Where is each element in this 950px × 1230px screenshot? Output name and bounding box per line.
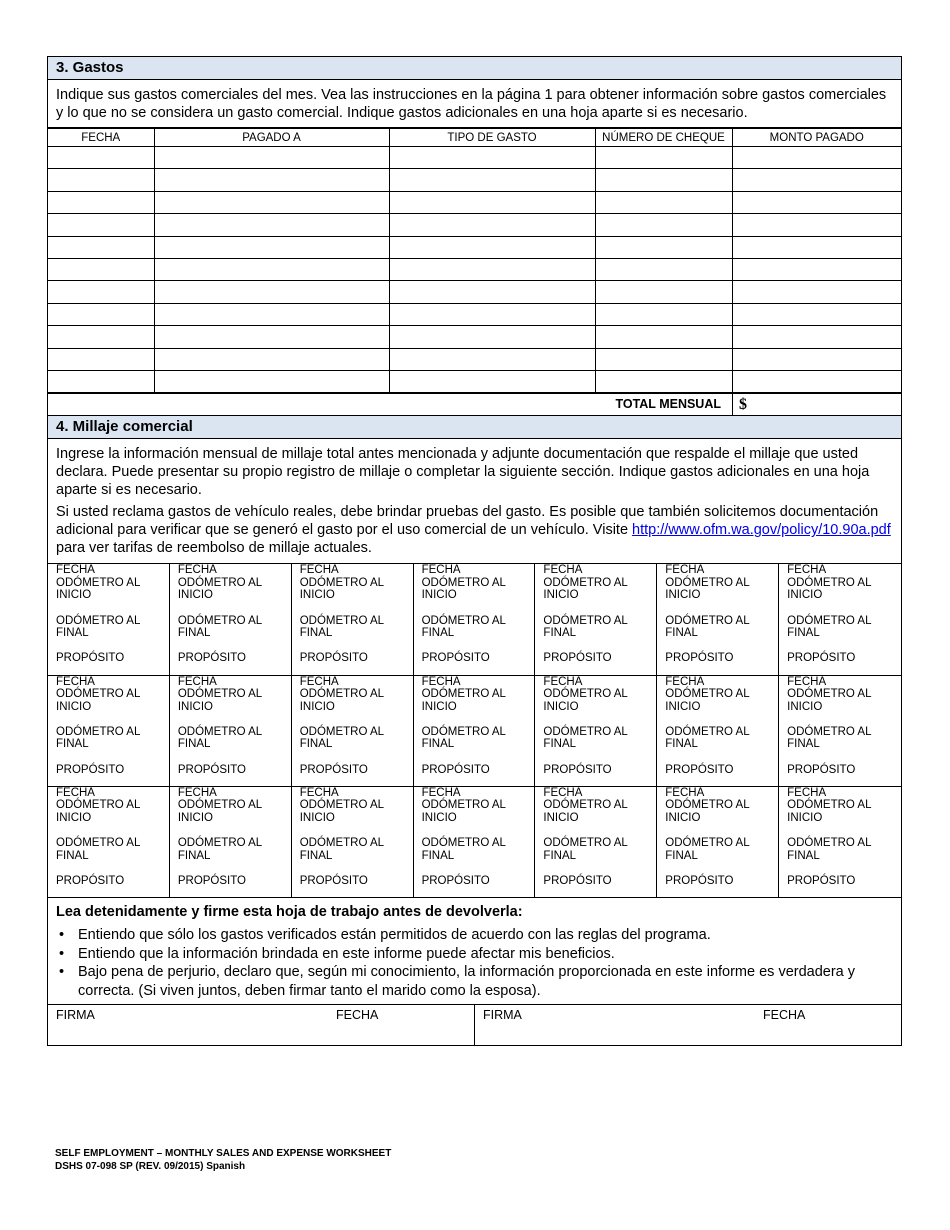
mileage-date-label: FECHA xyxy=(177,675,217,688)
section-3-title: 3. Gastos xyxy=(48,57,901,80)
expense-cell[interactable] xyxy=(389,236,595,258)
expense-cell[interactable] xyxy=(732,303,901,325)
odometer-end-label: FINAL xyxy=(56,738,89,751)
mileage-date-label: FECHA xyxy=(56,786,95,799)
odometer-end-label: FINAL xyxy=(543,627,577,640)
expense-cell[interactable] xyxy=(732,214,901,236)
odometer-start-label: INICIO xyxy=(421,589,457,602)
odometer-start-label: ODÓMETRO AL xyxy=(177,799,263,812)
purpose-label: PROPÓSITO xyxy=(177,652,247,665)
odometer-start-label: ODÓMETRO AL xyxy=(177,688,263,701)
odometer-start-label: ODÓMETRO AL xyxy=(543,799,628,812)
expenses-header-row xyxy=(48,129,901,147)
odometer-start-label: INICIO xyxy=(299,812,335,825)
section-4-paragraph-2: Si usted reclama gastos de vehículo reales, debe brindar pruebas del gasto. Es posible que también solicitemos documentación adicional para verificar que se generó el gasto por el uso comercial de un vehículo. Visite http://www.ofm.wa.gov/policy/10.90a.pdf para ver tarifas de reembolso de millaje actuales. xyxy=(56,504,891,557)
expense-cell[interactable] xyxy=(48,281,154,303)
odometer-start-label: ODÓMETRO AL xyxy=(787,576,872,589)
footer-form-number: DSHS 07-098 SP (REV. 09/2015) Spanish xyxy=(55,1161,246,1172)
expense-cell[interactable] xyxy=(154,214,389,236)
expense-cell[interactable] xyxy=(154,191,389,213)
mileage-date-label: FECHA xyxy=(421,675,461,688)
expense-row xyxy=(48,147,901,169)
mileage-entry-cell[interactable] xyxy=(48,787,170,898)
odometer-start-label: INICIO xyxy=(421,700,457,713)
purpose-label: PROPÓSITO xyxy=(665,874,734,887)
expenses-column-header: NÚMERO DE CHEQUE xyxy=(595,129,732,147)
expense-row xyxy=(48,303,901,325)
expense-cell[interactable] xyxy=(48,214,154,236)
mileage-date-label: FECHA xyxy=(665,675,705,688)
odometer-end-label: ODÓMETRO AL xyxy=(787,725,872,738)
expenses-column-header: FECHA xyxy=(48,129,154,147)
expenses-column-header: MONTO PAGADO xyxy=(732,129,901,147)
expenses-column-header: TIPO DE GASTO xyxy=(389,129,595,147)
odometer-end-label: ODÓMETRO AL xyxy=(299,614,385,627)
odometer-end-label: FINAL xyxy=(665,849,698,862)
odometer-start-label: INICIO xyxy=(665,700,701,713)
mileage-entry-cell[interactable] xyxy=(48,564,170,675)
odometer-end-label: ODÓMETRO AL xyxy=(665,837,750,850)
expense-cell[interactable] xyxy=(595,303,732,325)
odometer-start-label: ODÓMETRO AL xyxy=(421,576,506,589)
form-footer xyxy=(55,1147,391,1173)
mileage-date-label: FECHA xyxy=(787,564,827,577)
mileage-entry-cell[interactable] xyxy=(535,787,657,898)
expense-row xyxy=(48,370,901,392)
odometer-start-label: INICIO xyxy=(787,812,823,825)
odometer-start-label: ODÓMETRO AL xyxy=(421,799,506,812)
odometer-end-label: FINAL xyxy=(177,738,211,751)
expense-cell[interactable] xyxy=(154,236,389,258)
mileage-date-label: FECHA xyxy=(543,564,583,577)
odometer-end-label: FINAL xyxy=(421,627,455,640)
odometer-start-label: INICIO xyxy=(299,700,335,713)
mileage-date-label: FECHA xyxy=(787,675,827,688)
signature-field-1[interactable] xyxy=(48,1005,474,1045)
odometer-end-label: FINAL xyxy=(543,849,577,862)
odometer-start-label: ODÓMETRO AL xyxy=(787,688,872,701)
purpose-label: PROPÓSITO xyxy=(543,763,612,776)
expense-cell[interactable] xyxy=(732,281,901,303)
expense-cell[interactable] xyxy=(154,348,389,370)
odometer-start-label: ODÓMETRO AL xyxy=(665,576,750,589)
purpose-label: PROPÓSITO xyxy=(299,652,368,665)
odometer-start-label: INICIO xyxy=(665,589,701,602)
odometer-end-label: ODÓMETRO AL xyxy=(787,614,872,627)
expense-cell[interactable] xyxy=(595,169,732,191)
odometer-start-label: ODÓMETRO AL xyxy=(177,576,263,589)
expense-cell[interactable] xyxy=(732,258,901,280)
expense-cell[interactable] xyxy=(595,214,732,236)
expense-cell[interactable] xyxy=(595,370,732,392)
certification xyxy=(48,898,901,1004)
expense-cell[interactable] xyxy=(595,281,732,303)
expense-cell[interactable] xyxy=(389,191,595,213)
expense-cell[interactable] xyxy=(732,236,901,258)
dollar-sign: $ xyxy=(739,396,747,414)
odometer-end-label: ODÓMETRO AL xyxy=(177,614,263,627)
odometer-start-label: INICIO xyxy=(177,812,213,825)
mileage-date-label: FECHA xyxy=(543,675,583,688)
expense-cell[interactable] xyxy=(389,348,595,370)
odometer-end-label: ODÓMETRO AL xyxy=(665,725,750,738)
total-amount-field[interactable] xyxy=(732,394,902,415)
expense-cell[interactable] xyxy=(154,326,389,348)
signature-field-2[interactable] xyxy=(474,1005,901,1045)
expense-row xyxy=(48,258,901,280)
expense-cell[interactable] xyxy=(595,191,732,213)
odometer-start-label: ODÓMETRO AL xyxy=(665,688,750,701)
expense-cell[interactable] xyxy=(595,326,732,348)
odometer-end-label: FINAL xyxy=(56,627,89,640)
signature-label: FIRMA xyxy=(56,1008,95,1023)
mileage-date-label: FECHA xyxy=(56,675,95,688)
odometer-end-label: ODÓMETRO AL xyxy=(665,614,750,627)
odometer-end-label: FINAL xyxy=(177,849,211,862)
odometer-end-label: ODÓMETRO AL xyxy=(543,725,628,738)
odometer-end-label: FINAL xyxy=(56,849,89,862)
odometer-start-label: ODÓMETRO AL xyxy=(543,688,628,701)
mileage-entry-cell[interactable] xyxy=(779,787,901,898)
odometer-start-label: INICIO xyxy=(177,589,213,602)
expense-cell[interactable] xyxy=(154,258,389,280)
expense-cell[interactable] xyxy=(732,191,901,213)
odometer-start-label: INICIO xyxy=(299,589,335,602)
purpose-label: PROPÓSITO xyxy=(299,763,368,776)
odometer-start-label: INICIO xyxy=(787,589,823,602)
expense-cell[interactable] xyxy=(389,169,595,191)
expense-cell[interactable] xyxy=(389,147,595,169)
mileage-date-label: FECHA xyxy=(56,564,95,577)
expense-cell[interactable] xyxy=(595,348,732,370)
mileage-date-label: FECHA xyxy=(665,786,705,799)
expense-row xyxy=(48,169,901,191)
mileage-date-label: FECHA xyxy=(421,564,461,577)
mileage-date-label: FECHA xyxy=(543,786,583,799)
expense-cell[interactable] xyxy=(154,303,389,325)
expense-row xyxy=(48,236,901,258)
mileage-entry-cell[interactable] xyxy=(292,676,414,787)
expense-cell[interactable] xyxy=(48,326,154,348)
purpose-label: PROPÓSITO xyxy=(299,874,368,887)
odometer-end-label: FINAL xyxy=(665,738,698,751)
odometer-end-label: ODÓMETRO AL xyxy=(56,725,141,738)
odometer-start-label: INICIO xyxy=(543,589,579,602)
odometer-end-label: FINAL xyxy=(787,627,820,640)
odometer-end-label: ODÓMETRO AL xyxy=(177,725,263,738)
section-4-title: 4. Millaje comercial xyxy=(48,416,901,439)
odometer-end-label: ODÓMETRO AL xyxy=(543,614,628,627)
odometer-start-label: INICIO xyxy=(543,700,579,713)
odometer-start-label: INICIO xyxy=(56,589,92,602)
expense-cell[interactable] xyxy=(389,281,595,303)
odometer-end-label: ODÓMETRO AL xyxy=(299,725,385,738)
odometer-start-label: ODÓMETRO AL xyxy=(56,799,141,812)
expense-row xyxy=(48,326,901,348)
mileage-entry-cell[interactable] xyxy=(48,676,170,787)
expense-cell[interactable] xyxy=(732,169,901,191)
odometer-end-label: ODÓMETRO AL xyxy=(421,725,506,738)
odometer-end-label: ODÓMETRO AL xyxy=(56,837,141,850)
odometer-start-label: ODÓMETRO AL xyxy=(787,799,872,812)
odometer-start-label: INICIO xyxy=(56,812,92,825)
odometer-end-label: ODÓMETRO AL xyxy=(299,837,385,850)
mileage-grid xyxy=(48,563,901,898)
mileage-entry-cell[interactable] xyxy=(535,676,657,787)
expense-row xyxy=(48,348,901,370)
odometer-end-label: FINAL xyxy=(543,738,577,751)
mileage-entry-cell[interactable] xyxy=(779,564,901,675)
purpose-label: PROPÓSITO xyxy=(56,763,125,776)
odometer-start-label: INICIO xyxy=(421,812,457,825)
odometer-end-label: ODÓMETRO AL xyxy=(543,837,628,850)
purpose-label: PROPÓSITO xyxy=(543,874,612,887)
date-label: FECHA xyxy=(763,1008,806,1023)
purpose-label: PROPÓSITO xyxy=(665,763,734,776)
footer-title: SELF EMPLOYMENT – MONTHLY SALES AND EXPENSE WORKSHEET xyxy=(55,1148,392,1159)
expense-cell[interactable] xyxy=(732,326,901,348)
odometer-start-label: ODÓMETRO AL xyxy=(56,576,141,589)
expense-cell[interactable] xyxy=(48,236,154,258)
purpose-label: PROPÓSITO xyxy=(177,763,247,776)
expense-cell[interactable] xyxy=(48,303,154,325)
mileage-entry-cell[interactable] xyxy=(170,676,292,787)
purpose-label: PROPÓSITO xyxy=(421,874,490,887)
section-3-instructions: Indique sus gastos comerciales del mes. Vea las instrucciones en la página 1 para obtener información sobre gastos comerciales y lo que no se considera un gasto comercial. Indique gastos adicionales en una hoja aparte si es necesario. xyxy=(48,80,901,128)
odometer-end-label: FINAL xyxy=(787,738,820,751)
odometer-end-label: FINAL xyxy=(299,849,333,862)
expenses-column-header: PAGADO A xyxy=(154,129,389,147)
certification-bullet: • Entiendo que sólo los gastos verificados están permitidos de acuerdo con las reglas del programa. xyxy=(56,926,893,945)
signature-row xyxy=(48,1004,901,1045)
expense-cell[interactable] xyxy=(48,147,154,169)
mileage-entry-cell[interactable] xyxy=(657,676,779,787)
odometer-end-label: ODÓMETRO AL xyxy=(421,614,506,627)
purpose-label: PROPÓSITO xyxy=(787,652,856,665)
odometer-start-label: ODÓMETRO AL xyxy=(299,688,385,701)
mileage-date-label: FECHA xyxy=(787,786,827,799)
mileage-entry-cell[interactable] xyxy=(535,564,657,675)
odometer-end-label: ODÓMETRO AL xyxy=(177,837,263,850)
expense-cell[interactable] xyxy=(154,281,389,303)
mileage-entry-cell[interactable] xyxy=(657,564,779,675)
mileage-entry-cell[interactable] xyxy=(414,787,536,898)
expense-row xyxy=(48,214,901,236)
expense-row xyxy=(48,191,901,213)
expense-cell[interactable] xyxy=(732,370,901,392)
odometer-start-label: ODÓMETRO AL xyxy=(543,576,628,589)
odometer-start-label: ODÓMETRO AL xyxy=(56,688,141,701)
odometer-start-label: ODÓMETRO AL xyxy=(421,688,506,701)
expense-cell[interactable] xyxy=(389,303,595,325)
odometer-start-label: ODÓMETRO AL xyxy=(665,799,750,812)
expense-cell[interactable] xyxy=(48,370,154,392)
mileage-entry-cell[interactable] xyxy=(414,676,536,787)
expense-row xyxy=(48,281,901,303)
expense-cell[interactable] xyxy=(389,326,595,348)
odometer-end-label: FINAL xyxy=(299,738,333,751)
mileage-date-label: FECHA xyxy=(665,564,705,577)
purpose-label: PROPÓSITO xyxy=(665,652,734,665)
expense-cell[interactable] xyxy=(595,236,732,258)
odometer-end-label: FINAL xyxy=(421,849,455,862)
purpose-label: PROPÓSITO xyxy=(56,652,125,665)
odometer-start-label: ODÓMETRO AL xyxy=(299,799,385,812)
odometer-start-label: INICIO xyxy=(56,700,92,713)
mileage-date-label: FECHA xyxy=(177,786,217,799)
certification-title: Lea detenidamente y firme esta hoja de trabajo antes de devolverla: xyxy=(56,904,523,921)
odometer-end-label: FINAL xyxy=(787,849,820,862)
expense-cell[interactable] xyxy=(595,147,732,169)
certification-list xyxy=(56,926,893,1000)
mileage-entry-cell[interactable] xyxy=(657,787,779,898)
odometer-start-label: INICIO xyxy=(787,700,823,713)
date-label: FECHA xyxy=(336,1008,379,1023)
certification-bullet: • Bajo pena de perjurio, declaro que, según mi conocimiento, la información proporcionada en este informe es verdadera y correcta. (Si viven juntos, deben firmar tanto el marido como la esposa). xyxy=(56,963,893,1000)
odometer-start-label: INICIO xyxy=(177,700,213,713)
expense-cell[interactable] xyxy=(389,258,595,280)
expense-cell[interactable] xyxy=(154,169,389,191)
odometer-end-label: FINAL xyxy=(299,627,333,640)
odometer-start-label: INICIO xyxy=(665,812,701,825)
odometer-end-label: ODÓMETRO AL xyxy=(421,837,506,850)
expense-cell[interactable] xyxy=(154,370,389,392)
expense-cell[interactable] xyxy=(48,191,154,213)
expenses-table xyxy=(48,128,901,393)
expense-cell[interactable] xyxy=(48,348,154,370)
expense-cell[interactable] xyxy=(595,258,732,280)
total-row xyxy=(48,393,901,416)
expense-cell[interactable] xyxy=(389,214,595,236)
odometer-end-label: FINAL xyxy=(665,627,698,640)
mileage-date-label: FECHA xyxy=(177,564,217,577)
purpose-label: PROPÓSITO xyxy=(787,763,856,776)
odometer-start-label: INICIO xyxy=(543,812,579,825)
purpose-label: PROPÓSITO xyxy=(177,874,247,887)
expense-cell[interactable] xyxy=(732,147,901,169)
expense-cell[interactable] xyxy=(389,370,595,392)
purpose-label: PROPÓSITO xyxy=(543,652,612,665)
purpose-label: PROPÓSITO xyxy=(421,652,490,665)
odometer-end-label: FINAL xyxy=(421,738,455,751)
expense-cell[interactable] xyxy=(48,258,154,280)
total-label: TOTAL MENSUAL xyxy=(615,397,721,412)
mileage-entry-cell[interactable] xyxy=(292,787,414,898)
odometer-start-label: ODÓMETRO AL xyxy=(299,576,385,589)
purpose-label: PROPÓSITO xyxy=(787,874,856,887)
purpose-label: PROPÓSITO xyxy=(421,763,490,776)
odometer-end-label: FINAL xyxy=(177,627,211,640)
mileage-date-label: FECHA xyxy=(299,786,339,799)
mileage-date-label: FECHA xyxy=(421,786,461,799)
certification-bullet: • Entiendo que la información brindada en este informe puede afectar mis beneficios. xyxy=(56,945,893,964)
mileage-entry-cell[interactable] xyxy=(170,787,292,898)
mileage-entry-cell[interactable] xyxy=(779,676,901,787)
expense-cell[interactable] xyxy=(732,348,901,370)
mileage-entry-cell[interactable] xyxy=(414,564,536,675)
ofm-policy-link[interactable]: http://www.ofm.wa.gov/policy/10.90a.pdf xyxy=(632,522,891,539)
signature-label: FIRMA xyxy=(483,1008,522,1023)
section-4-instructions: Ingrese la información mensual de millaje total antes mencionada y adjunte documentación que respalde el millaje que usted declara. Puede presentar su propio registro de millaje o completar la siguiente sección. Indique gastos adicionales en una hoja aparte si es necesario. Si usted reclama gastos de vehículo reales, debe brindar pruebas del gasto. Es posible que también solicitemos documentación adicional para verificar que se generó el gasto por el uso comercial de un vehículo. Visite http://www.ofm.wa.gov/policy/10.90a.pdf para ver tarifas de reembolso de millaje actuales. xyxy=(48,439,901,563)
worksheet-form xyxy=(47,56,902,1046)
odometer-end-label: ODÓMETRO AL xyxy=(787,837,872,850)
mileage-date-label: FECHA xyxy=(299,564,339,577)
mileage-entry-cell[interactable] xyxy=(292,564,414,675)
mileage-entry-cell[interactable] xyxy=(170,564,292,675)
expense-cell[interactable] xyxy=(154,147,389,169)
mileage-date-label: FECHA xyxy=(299,675,339,688)
odometer-end-label: ODÓMETRO AL xyxy=(56,614,141,627)
expense-cell[interactable] xyxy=(48,169,154,191)
purpose-label: PROPÓSITO xyxy=(56,874,125,887)
